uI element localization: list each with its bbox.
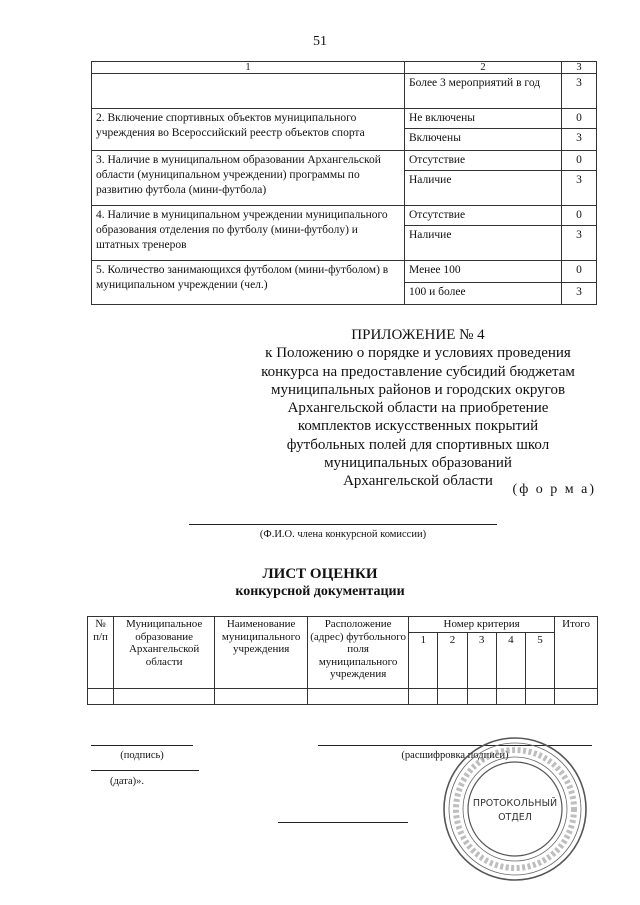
criterion-number: 4 xyxy=(496,632,525,688)
option-label: Отсутствие xyxy=(405,151,562,171)
table-row xyxy=(92,206,597,226)
page-number: 51 xyxy=(313,34,327,49)
criterion-number: 2 xyxy=(438,632,467,688)
header-col-1: 1 xyxy=(92,62,405,74)
appendix-line: конкурса на предоставление субсидий бюджетам xyxy=(261,363,575,380)
appendix-line: муниципальных образований xyxy=(324,455,512,472)
col-location-header: Расположение (адрес) футбольного поля муниципального учреждения xyxy=(308,617,409,689)
option-label: Наличие xyxy=(405,171,562,206)
empty-cell xyxy=(555,688,598,704)
criterion-number: 1 xyxy=(409,632,438,688)
table-row xyxy=(92,261,597,283)
option-score: 3 xyxy=(562,74,597,109)
criterion-cell: 5. Количество занимающихся футболом (мини-футболом) в муниципальном учреждении (чел.) xyxy=(92,261,405,305)
option-label: Наличие xyxy=(405,226,562,261)
signature-caption: (подпись) xyxy=(120,750,164,761)
criterion-number: 3 xyxy=(467,632,496,688)
col-total-header: Итого xyxy=(555,617,598,689)
date-caption: (дата)». xyxy=(110,776,144,787)
sheet-subtitle: конкурсной документации xyxy=(235,584,405,599)
option-score: 0 xyxy=(562,151,597,171)
option-label: 100 и более xyxy=(405,283,562,305)
empty-cell xyxy=(88,688,114,704)
table-row xyxy=(88,688,598,704)
form-label: (ф о р м а) xyxy=(512,482,596,497)
criterion-number: 5 xyxy=(525,632,554,688)
header-col-3: 3 xyxy=(562,62,597,74)
option-label: Менее 100 xyxy=(405,261,562,283)
option-score: 0 xyxy=(562,261,597,283)
appendix-line: Архангельской области xyxy=(343,473,493,490)
sheet-title: ЛИСТ ОЦЕНКИ xyxy=(262,566,378,582)
col-municipality-header: Муниципальное образование Архангельской области xyxy=(114,617,215,689)
stamp-text-line1: ПРОТОКОЛЬНЫЙ xyxy=(472,798,558,809)
option-score: 3 xyxy=(562,283,597,305)
criteria-table xyxy=(91,61,597,305)
protocol-department-stamp xyxy=(442,736,588,882)
empty-cell xyxy=(496,688,525,704)
header-col-2: 2 xyxy=(405,62,562,74)
appendix-line: к Положению о порядке и условиях проведения xyxy=(265,345,571,362)
appendix-line: Архангельской области на приобретение xyxy=(287,400,549,417)
table-row xyxy=(92,109,597,129)
criterion-cell: 4. Наличие в муниципальном учреждении муниципального образования отделения по футболу (мини-футболу) и штатных тренеров xyxy=(92,206,405,261)
criteria-table-header xyxy=(92,62,597,74)
appendix-heading: ПРИЛОЖЕНИЕ № 4 xyxy=(351,327,485,343)
table-row xyxy=(92,74,597,109)
col-institution-header: Наименование муниципального учреждения xyxy=(215,617,308,689)
option-score: 0 xyxy=(562,206,597,226)
col-number-header: № п/п xyxy=(88,617,114,689)
option-label: Включены xyxy=(405,129,562,151)
criterion-cell xyxy=(92,74,405,109)
option-score: 0 xyxy=(562,109,597,129)
fio-line xyxy=(189,524,497,525)
empty-cell xyxy=(525,688,554,704)
empty-cell xyxy=(215,688,308,704)
option-score: 3 xyxy=(562,171,597,206)
appendix-block xyxy=(240,326,596,491)
date-line xyxy=(91,770,199,771)
empty-cell xyxy=(308,688,409,704)
table-row xyxy=(92,151,597,171)
col-criteria-header: Номер критерия xyxy=(409,617,555,633)
option-score: 3 xyxy=(562,129,597,151)
appendix-line: муниципальных районов и городских округов xyxy=(270,381,566,398)
appendix-line: футбольных полей для спортивных школ xyxy=(286,436,550,453)
empty-cell xyxy=(114,688,215,704)
option-label: Более 3 мероприятий в год xyxy=(405,74,562,109)
option-score: 3 xyxy=(562,226,597,261)
bottom-line xyxy=(278,822,408,823)
criterion-cell: 2. Включение спортивных объектов муниципального учреждения во Всероссийский реестр объектов спорта xyxy=(92,109,405,151)
empty-cell xyxy=(409,688,438,704)
criterion-cell: 3. Наличие в муниципальном образовании Архангельской области (муниципальном учреждении) программы по развитию футбола (мини-футбола) xyxy=(92,151,405,206)
option-label: Не включены xyxy=(405,109,562,129)
option-label: Отсутствие xyxy=(405,206,562,226)
empty-cell xyxy=(438,688,467,704)
score-table xyxy=(87,616,598,705)
empty-cell xyxy=(467,688,496,704)
signature-line xyxy=(91,745,193,746)
stamp-text-line2: ОТДЕЛ xyxy=(498,812,532,823)
appendix-line: комплектов искусственных покрытий xyxy=(297,418,539,435)
fio-caption: (Ф.И.О. члена конкурсной комиссии) xyxy=(259,529,427,540)
decode-caption: (расшифровка подписи) xyxy=(401,750,509,761)
